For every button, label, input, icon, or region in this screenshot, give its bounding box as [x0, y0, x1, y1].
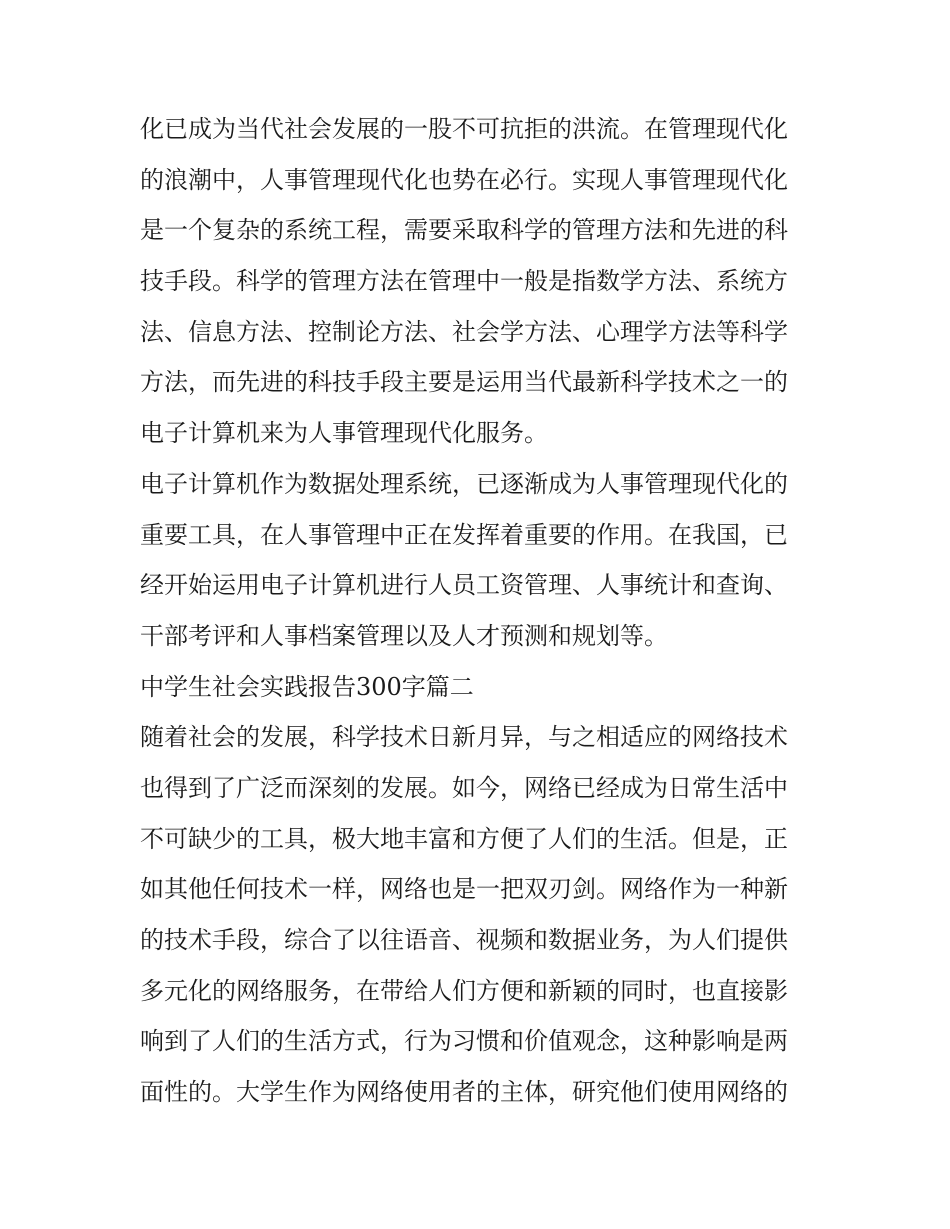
paragraph-3-line-5: 的技术手段，综合了以往语音、视频和数据业务，为人们提供: [140, 926, 788, 954]
paragraph-2-line-4: 干部考评和人事档案管理以及人才预测和规划等。: [140, 621, 668, 650]
paragraph-3-line-4: 如其他任何技术一样，网络也是一把双刃剑。网络作为一种新: [140, 875, 788, 904]
paragraph-1-line-4: 技手段。科学的管理方法在管理中一般是指数学方法、系统方: [140, 267, 788, 296]
paragraph-3-line-6: 多元化的网络服务，在带给人们方便和新颖的同时，也直接影: [140, 976, 788, 1005]
section-heading: 中学生社会实践报告300字篇二: [140, 672, 474, 701]
paragraph-3-line-8: 面性的。大学生作为网络使用者的主体，研究他们使用网络的: [140, 1078, 788, 1107]
paragraph-3-line-2: 也得到了广泛而深刻的发展。如今，网络已经成为日常生活中: [140, 773, 788, 802]
paragraph-3-line-3: 不可缺少的工具，极大地丰富和方便了人们的生活。但是，正: [140, 824, 788, 853]
paragraph-3-line-1: 随着社会的发展，科学技术日新月异，与之相适应的网络技术: [140, 723, 788, 752]
paragraph-1-line-3: 是一个复杂的系统工程，需要采取科学的管理方法和先进的科: [140, 216, 788, 245]
paragraph-2-line-1: 电子计算机作为数据处理系统，已逐渐成为人事管理现代化的: [140, 469, 788, 498]
paragraph-2-line-3: 经开始运用电子计算机进行人员工资管理、人事统计和查询、: [140, 571, 788, 600]
paragraph-1-line-7: 电子计算机来为人事管理现代化服务。: [140, 419, 548, 448]
paragraph-1-line-5: 法、信息方法、控制论方法、社会学方法、心理学方法等科学: [140, 317, 788, 346]
paragraph-1-line-2: 的浪潮中，人事管理现代化也势在必行。实现人事管理现代化: [140, 165, 788, 194]
paragraph-1-line-1: 化已成为当代社会发展的一股不可抗拒的洪流。在管理现代化: [140, 115, 788, 143]
paragraph-3-line-7: 响到了人们的生活方式，行为习惯和价值观念，这种影响是两: [140, 1027, 788, 1056]
paragraph-2-line-2: 重要工具，在人事管理中正在发挥着重要的作用。在我国，已: [140, 520, 788, 549]
paragraph-1-line-6: 方法，而先进的科技手段主要是运用当代最新科学技术之一的: [140, 368, 788, 397]
document-body: [140, 104, 820, 1118]
